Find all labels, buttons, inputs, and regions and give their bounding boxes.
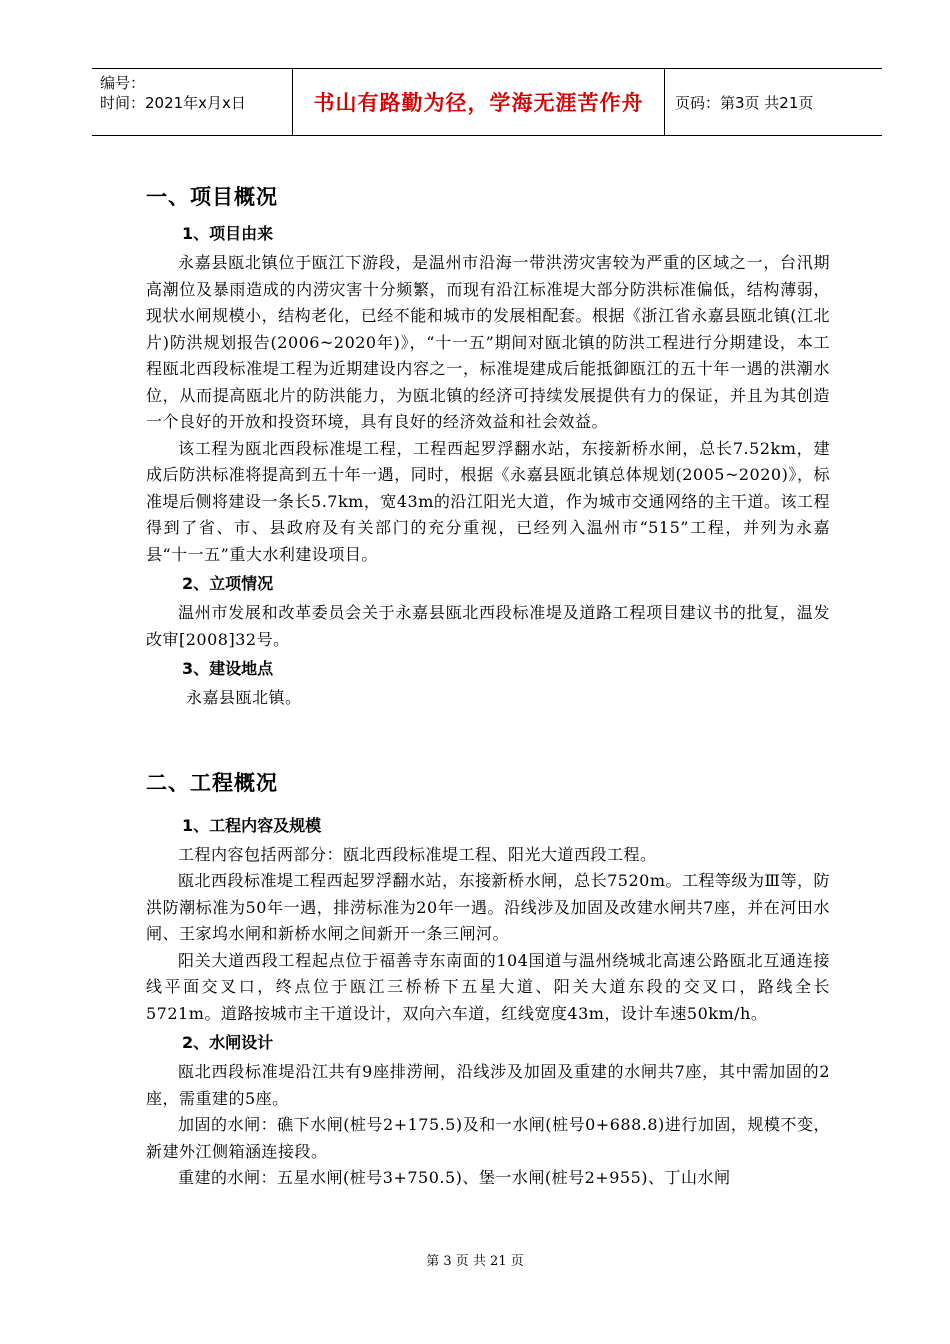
header-motto-cell <box>292 69 665 135</box>
subsection-title: 3、建设地点 <box>182 659 274 678</box>
page-label: 页码：第3页 共21页 <box>675 93 814 112</box>
number-label: 编号： <box>100 74 146 92</box>
paragraph: 瓯北西段标准堤沿江共有9座排涝闸，沿线涉及加固及重建的水闸共7座，其中需加固的2座，需重建的5座。 <box>146 1062 830 1108</box>
motto-text: 书山有路勤为径，学海无涯苦作舟 <box>313 91 644 115</box>
paragraph: 阳关大道西段工程起点位于福善寺东南面的104国道与温州绕城北高速公路瓯北互通连接线平面交叉口，终点位于瓯江三桥桥下五星大道、阳关大道东段的交叉口，路线全长5721m。道路按城市主干道设计，双向六车道，红线宽度43m，设计车速50km/h。 <box>146 950 830 1023</box>
paragraph: 永嘉县瓯北镇位于瓯江下游段，是温州市沿海一带洪涝灾害较为严重的区域之一，台汛期高潮位及暴雨造成的内涝灾害十分频繁，而现有沿江标准堤大部分防洪标准偏低，结构薄弱，现状水闸规模小，结构老化，已经不能和城市的发展相配套。根据《浙江省永嘉县瓯北镇(江北片)防洪规划报告(2006~2020年)》，“十一五”期间对瓯北镇的防洪工程进行分期建设，本工程瓯北西段标准堤工程为近期建设内容之一，标准堤建成后能抵御瓯江的五十年一遇的洪潮水位，从而提高瓯北片的防洪能力，为瓯北镇的经济可持续发展提供有力的保证，并且为其创造一个良好的开放和投资环境，具有良好的经济效益和社会效益。 <box>146 253 830 431</box>
page-header <box>92 68 882 136</box>
document-body <box>146 176 830 1192</box>
header-page-cell <box>665 69 882 135</box>
paragraph: 加固的水闸：礁下水闸(桩号2+175.5)及和一水闸(桩号0+688.8)进行加固，规模不变，新建外江侧箱涵连接段。 <box>146 1115 830 1161</box>
subsection-title: 1、工程内容及规模 <box>182 815 322 835</box>
section-title: 一、项目概况 <box>146 185 278 209</box>
paragraph: 永嘉县瓯北镇。 <box>186 688 302 707</box>
time-label: 时间：2021年x月x日 <box>100 94 246 112</box>
paragraph: 工程内容包括两部分：瓯北西段标准堤工程、阳光大道西段工程。 <box>178 844 657 864</box>
section-spacer <box>146 712 830 762</box>
subsection-title: 1、项目由来 <box>182 224 274 243</box>
subsection-title: 2、水闸设计 <box>182 1033 274 1052</box>
paragraph: 该工程为瓯北西段标准堤工程，工程西起罗浮翻水站，东接新桥水闸，总长7.52km，建成后防洪标准将提高到五十年一遇，同时，根据《永嘉县瓯北镇总体规划(2005~2020)》，标准堤后侧将建设一条长5.7km，宽43m的沿江阳光大道，作为城市交通网络的主干道。该工程得到了省、市、县政府及有关部门的充分重视，已经列入温州市“515”工程，并列为永嘉县“十一五”重大水利建设项目。 <box>146 438 830 564</box>
header-meta <box>92 69 292 135</box>
subsection-title: 2、立项情况 <box>182 574 274 593</box>
page-footer: 第 3 页 共 21 页 <box>426 1254 524 1269</box>
paragraph: 瓯北西段标准堤工程西起罗浮翻水站，东接新桥水闸，总长7520m。工程等级为Ⅲ等，防洪防潮标准为50年一遇，排涝标准为20年一遇。沿线涉及加固及改建水闸共7座，并在河田水闸、王家坞水闸和新桥水闸之间新开一条三闸河。 <box>146 871 830 943</box>
paragraph: 重建的水闸：五星水闸(桩号3+750.5)、堡一水闸(桩号2+955)、丁山水闸 <box>178 1168 731 1187</box>
section-title: 二、工程概况 <box>146 770 278 795</box>
paragraph: 温州市发展和改革委员会关于永嘉县瓯北西段标准堤及道路工程项目建议书的批复，温发改审[2008]32号。 <box>146 603 830 649</box>
